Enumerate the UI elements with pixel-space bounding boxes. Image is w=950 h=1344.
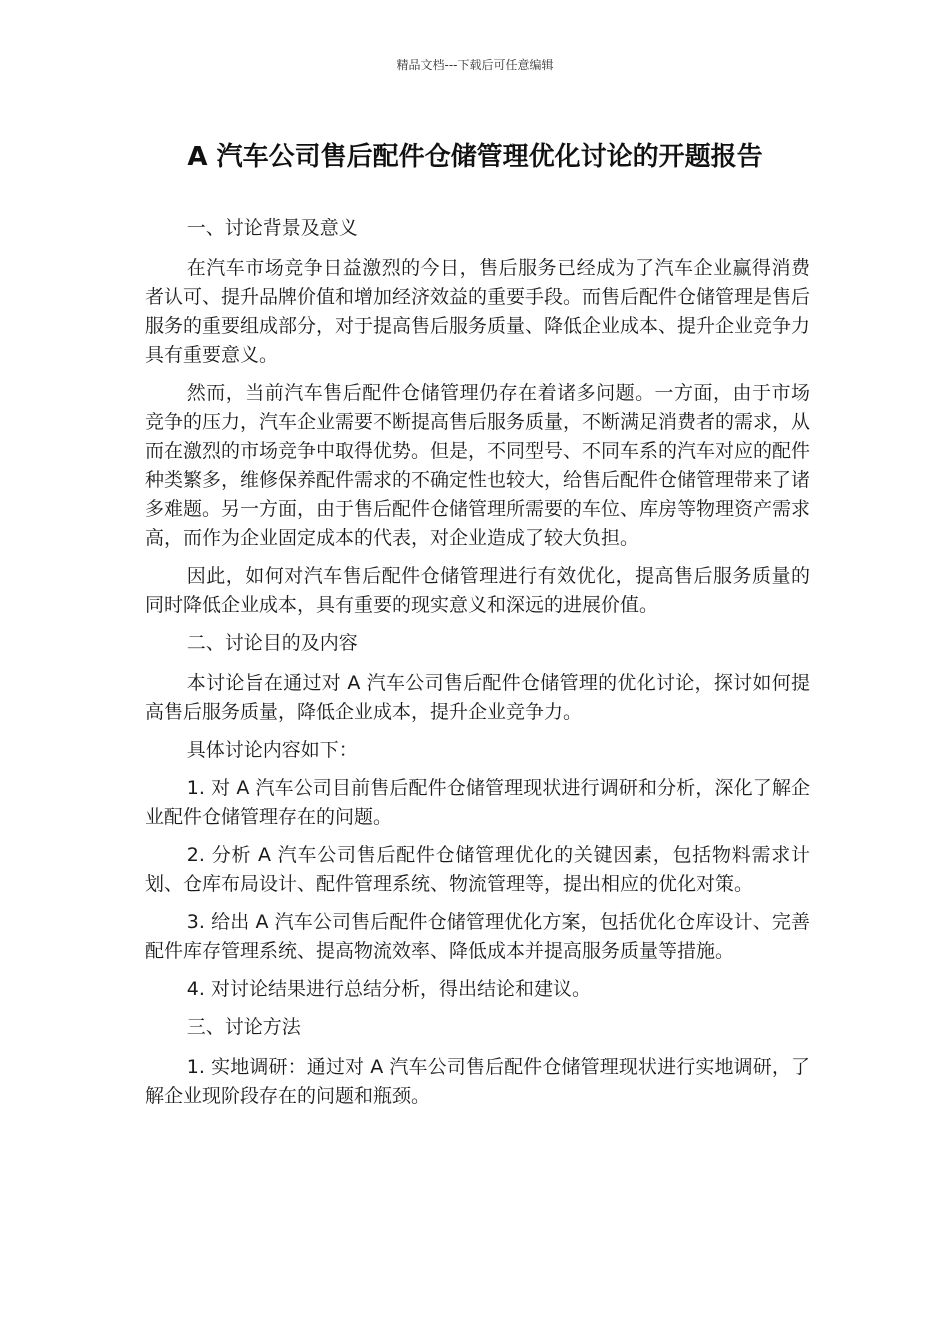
header-note: 精品文档---下载后可任意编辑 xyxy=(396,58,554,72)
section-heading-purpose: 二、讨论目的及内容 xyxy=(186,632,358,654)
paragraph: 因此，如何对汽车售后配件仓储管理进行有效优化，提高售后服务质量的同时降低企业成本，具有重要的现实意义和深远的进展价值。 xyxy=(145,565,810,616)
list-item: 1. 对 A 汽车公司目前售后配件仓储管理现状进行调研和分析，深化了解企业配件仓储管理存在的问题。 xyxy=(145,777,810,828)
document-title: A 汽车公司售后配件仓储管理优化讨论的开题报告 xyxy=(187,142,763,172)
document-body xyxy=(145,214,810,1120)
paragraph: 具体讨论内容如下： xyxy=(186,739,358,761)
section-heading-background: 一、讨论背景及意义 xyxy=(186,217,358,239)
list-item: 3. 给出 A 汽车公司售后配件仓储管理优化方案，包括优化仓库设计、完善配件库存管理系统、提高物流效率、降低成本并提高服务质量等措施。 xyxy=(145,911,810,962)
list-item: 2. 分析 A 汽车公司售后配件仓储管理优化的关键因素，包括物料需求计划、仓库布局设计、配件管理系统、物流管理等，提出相应的优化对策。 xyxy=(145,844,810,895)
paragraph: 在汽车市场竞争日益激烈的今日，售后服务已经成为了汽车企业赢得消费者认可、提升品牌价值和增加经济效益的重要手段。而售后配件仓储管理是售后服务的重要组成部分，对于提高售后服务质量、降低企业成本、提升企业竞争力具有重要意义。 xyxy=(145,257,811,366)
paragraph: 本讨论旨在通过对 A 汽车公司售后配件仓储管理的优化讨论，探讨如何提高售后服务质量，降低企业成本，提升企业竞争力。 xyxy=(145,672,810,723)
list-item: 4. 对讨论结果进行总结分析，得出结论和建议。 xyxy=(186,978,591,1000)
section-heading-method: 三、讨论方法 xyxy=(186,1016,301,1038)
list-item: 1. 实地调研：通过对 A 汽车公司售后配件仓储管理现状进行实地调研，了解企业现阶段存在的问题和瓶颈。 xyxy=(145,1056,810,1107)
paragraph: 然而，当前汽车售后配件仓储管理仍存在着诸多问题。一方面，由于市场竞争的压力，汽车企业需要不断提高售后服务质量，不断满足消费者的需求，从而在激烈的市场竞争中取得优势。但是，不同型号、不同车系的汽车对应的配件种类繁多，维修保养配件需求的不确定性也较大，给售后配件仓储管理带来了诸多难题。另一方面，由于售后配件仓储管理所需要的车位、库房等物理资产需求高，而作为企业固定成本的代表，对企业造成了较大负担。 xyxy=(145,382,811,549)
